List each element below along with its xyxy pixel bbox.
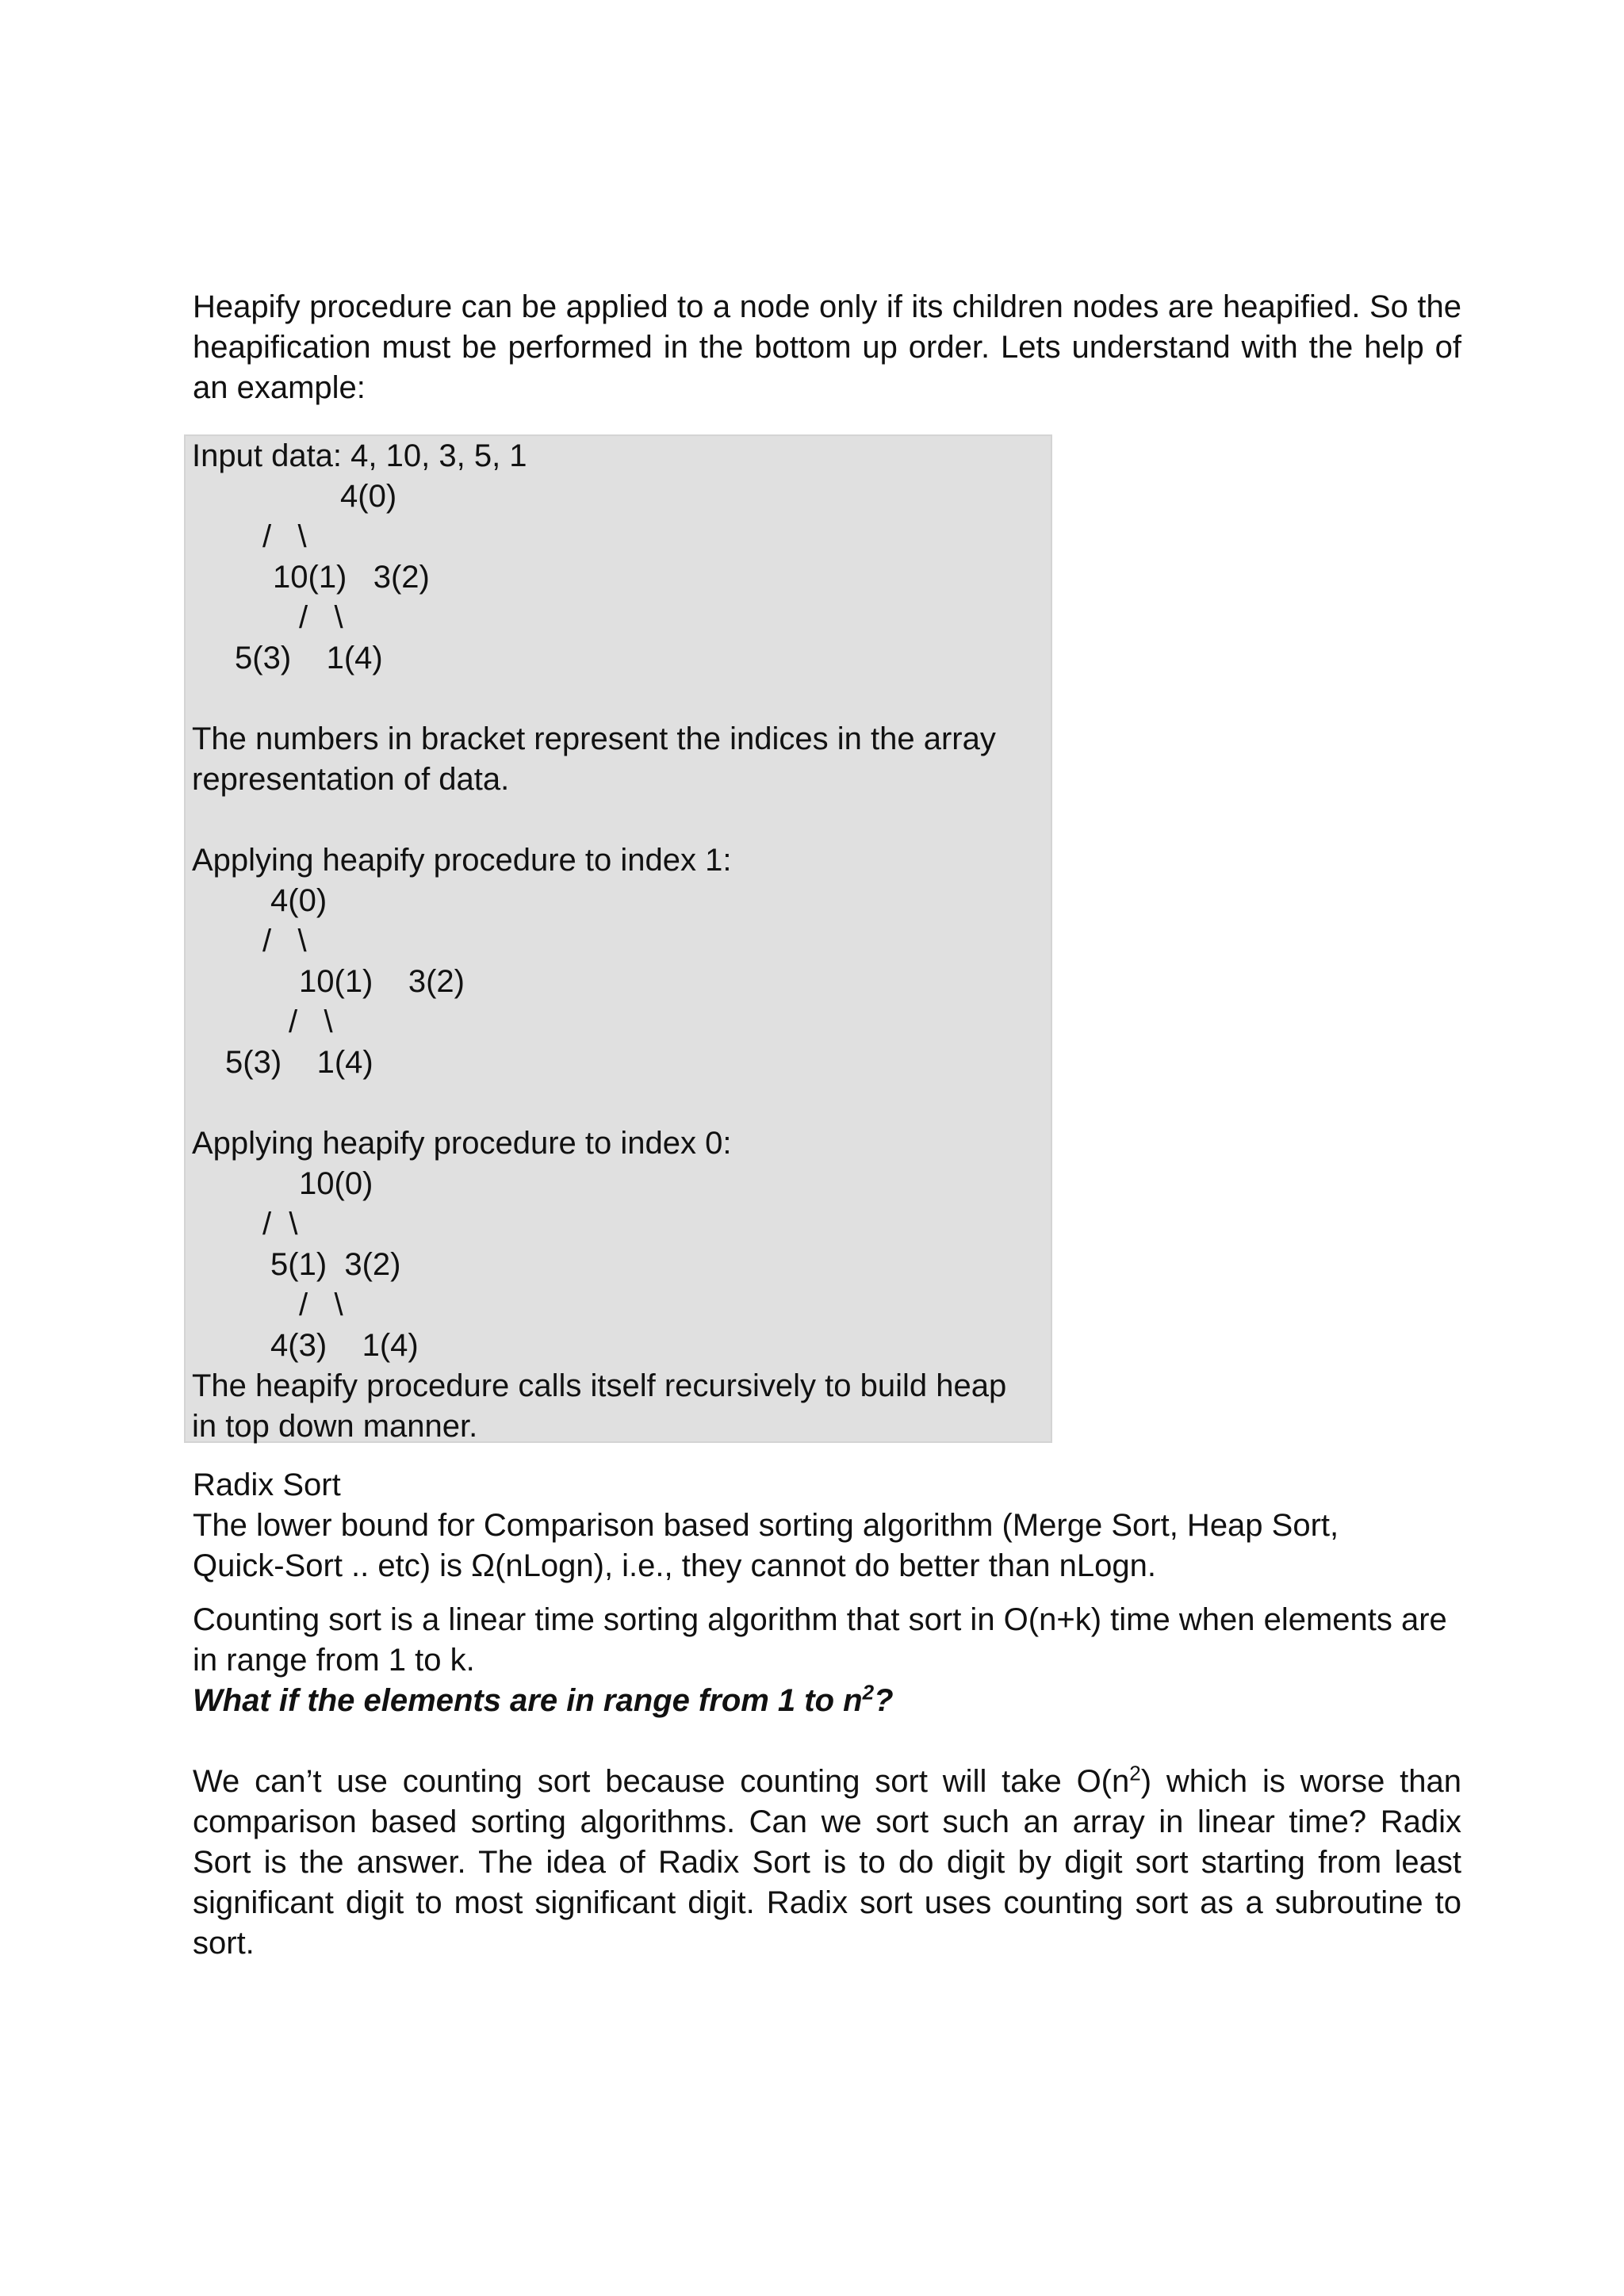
- tree1-root: 4(0): [340, 479, 397, 514]
- tree1-branch1: / \: [262, 519, 307, 554]
- answer-text-end: ) which is worse than comparison based sorting algorithms. Can we sort such an array in linear time? Radix Sort is the answer. The idea of Radix Sort is to do digit by digit sort starting from least significant digit to most significant digit. Radix sort uses counting sort as a subroutine to sort.: [193, 1764, 1462, 1961]
- indices-note: The numbers in bracket represent the indices in the array representation of data.: [192, 721, 996, 797]
- tree1-branch2: / \: [299, 600, 343, 635]
- question-exponent: 2: [862, 1680, 875, 1705]
- question-text: What if the elements are in range from 1 to n: [193, 1683, 863, 1718]
- tree2-root: 4(0): [270, 883, 327, 918]
- tree3-branch1: / \: [262, 1207, 298, 1242]
- tree1-level2: 10(1) 3(2): [273, 560, 430, 595]
- tree3-root: 10(0): [299, 1166, 373, 1201]
- counting-sort-paragraph: Counting sort is a linear time sorting algorithm that sort in O(n+k) time when elements are in range from 1 to k.: [193, 1602, 1447, 1678]
- question-mark: ?: [874, 1683, 894, 1718]
- tree2-level2: 10(1) 3(2): [299, 964, 465, 999]
- tree2-level3: 5(3) 1(4): [225, 1045, 373, 1080]
- lower-bound-paragraph: The lower bound for Comparison based sorting algorithm (Merge Sort, Heap Sort, Quick-Sort .. etc) is Ω(nLogn), i.e., they cannot do better than nLogn.: [193, 1508, 1339, 1583]
- heapify-example-box: [184, 434, 1052, 1443]
- radix-sort-heading: Radix Sort: [193, 1468, 341, 1502]
- tree3-level3: 4(3) 1(4): [270, 1328, 419, 1363]
- input-data-line: Input data: 4, 10, 3, 5, 1: [192, 438, 527, 473]
- answer-exponent: 2: [1129, 1761, 1141, 1785]
- intro-paragraph: Heapify procedure can be applied to a node only if its children nodes are heapified. So the heapification must be performed in the bottom up order. Lets understand with the help of an example:: [193, 289, 1461, 405]
- step1-heading: Applying heapify procedure to index 1:: [192, 843, 732, 878]
- tree3-level2: 5(1) 3(2): [270, 1247, 401, 1282]
- tree2-branch1: / \: [262, 924, 307, 959]
- tree1-level3: 5(3) 1(4): [235, 641, 383, 675]
- answer-text-start: We can’t use counting sort because counting sort will take O(n: [193, 1764, 1130, 1799]
- range-question: [193, 1681, 894, 1721]
- tree3-branch2: / \: [299, 1288, 343, 1322]
- step2-heading: Applying heapify procedure to index 0:: [192, 1126, 732, 1161]
- radix-answer-paragraph: [193, 1762, 1461, 1964]
- heapify-closing: The heapify procedure calls itself recursively to build heap in top down manner.: [192, 1368, 1007, 1444]
- tree2-branch2: / \: [289, 1004, 333, 1039]
